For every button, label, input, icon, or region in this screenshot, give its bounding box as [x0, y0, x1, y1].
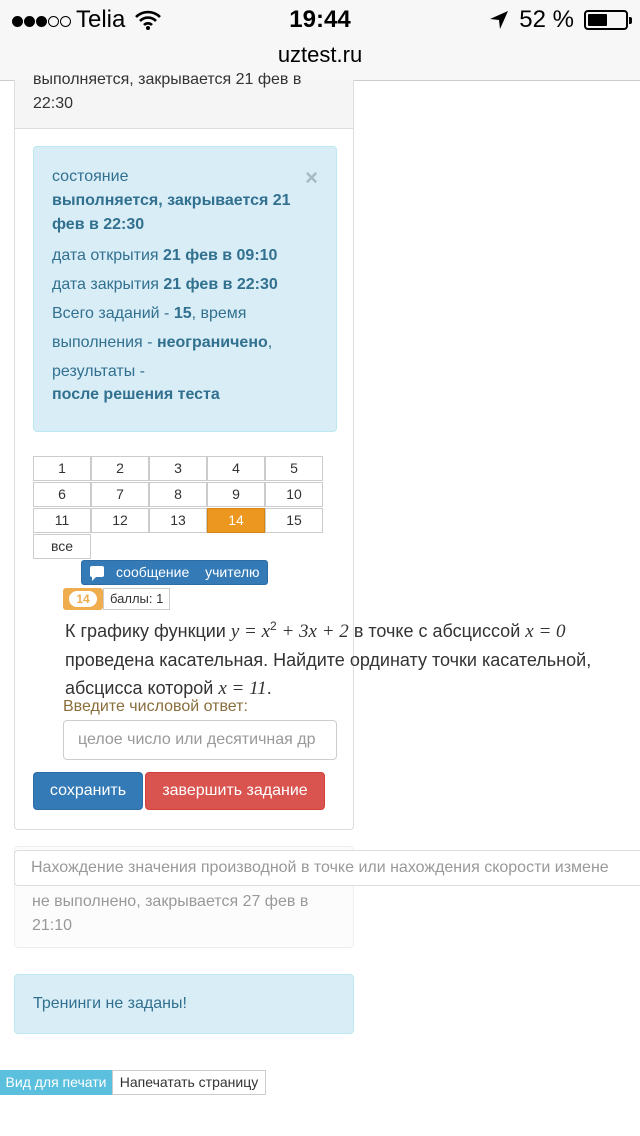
- task-number-8[interactable]: 8: [149, 482, 207, 507]
- task-number-9[interactable]: 9: [207, 482, 265, 507]
- task-number-badge: [63, 588, 103, 610]
- speech-bubble-icon: [90, 566, 104, 577]
- task-expr-4: x = 11: [218, 678, 267, 699]
- task-text-3: проведена касательная. Найдите ординату точки касательной, абсцисса которой: [65, 650, 592, 698]
- battery-percent: 52 %: [519, 6, 574, 33]
- task-number-10[interactable]: 10: [265, 482, 323, 507]
- time-label: , время выполнения -: [52, 305, 247, 351]
- message-teacher-label: сообщение учителю: [116, 564, 260, 580]
- close-date-row: [52, 270, 318, 299]
- answer-input[interactable]: целое число или десятичная др: [63, 720, 337, 760]
- task-number-5[interactable]: 5: [265, 456, 323, 481]
- clock: 19:44: [289, 6, 351, 33]
- next-test-status: не выполнено, закрывается 27 фев в 21:10: [32, 893, 309, 934]
- total-value: 15: [173, 305, 192, 322]
- task-expr-1: y = x: [230, 621, 271, 642]
- task-number-11[interactable]: 11: [33, 508, 91, 533]
- task-text-4: .: [266, 678, 272, 698]
- close-icon[interactable]: ×: [305, 165, 318, 190]
- open-date-row: [52, 241, 318, 270]
- close-date-value: 21 фев в 22:30: [163, 276, 278, 293]
- task-number-all[interactable]: все: [33, 534, 91, 559]
- print-view-button[interactable]: Вид для печати: [0, 1070, 112, 1095]
- task-number-6[interactable]: 6: [33, 482, 91, 507]
- carrier-name: Telia: [76, 6, 126, 33]
- task-number-13[interactable]: 13: [149, 508, 207, 533]
- results-label: , результаты -: [52, 334, 273, 380]
- save-button[interactable]: сохранить: [33, 772, 143, 810]
- task-number-7[interactable]: 7: [91, 482, 149, 507]
- task-statement: [65, 612, 640, 703]
- task-number-12[interactable]: 12: [91, 508, 149, 533]
- status-bar: [0, 0, 640, 40]
- message-teacher-button[interactable]: [81, 560, 268, 585]
- next-test-title[interactable]: Нахождение значения производной в точке или нахождения скорости измене: [14, 850, 640, 886]
- answer-label: Введите числовой ответ:: [63, 698, 248, 715]
- battery-icon: [584, 10, 628, 30]
- test-card: [14, 71, 592, 830]
- task-number-14[interactable]: 14: [207, 508, 265, 533]
- location-arrow-icon: [489, 10, 509, 30]
- task-number-4[interactable]: 4: [207, 456, 265, 481]
- print-page-button[interactable]: Напечатать страницу: [112, 1070, 266, 1095]
- url-text[interactable]: uztest.ru: [277, 42, 363, 67]
- finish-task-button[interactable]: завершить задание: [145, 772, 325, 810]
- status-right: [489, 6, 628, 34]
- task-expr-2: + 3x + 2: [276, 621, 349, 642]
- results-value: после решения теста: [52, 386, 220, 403]
- close-date-label: дата закрытия: [52, 276, 159, 293]
- task-text-1: К графику функции: [65, 621, 231, 641]
- test-status-text: выполняется, закрывается 21 фев в 22:30: [33, 71, 302, 112]
- task-number: 14: [69, 591, 97, 607]
- trainings-alert: Тренинги не заданы!: [14, 974, 354, 1034]
- task-number-3[interactable]: 3: [149, 456, 207, 481]
- state-value: выполняется, закрывается 21 фев в 22:30: [52, 192, 291, 233]
- points-label: баллы: 1: [103, 588, 170, 610]
- test-info-alert: [33, 146, 337, 432]
- total-label: Всего заданий -: [52, 305, 170, 322]
- test-card-header: [15, 71, 353, 129]
- task-number-2[interactable]: 2: [91, 456, 149, 481]
- task-expr-3: x = 0: [525, 621, 566, 642]
- open-date-label: дата открытия: [52, 247, 159, 264]
- task-text-2: в точке с абсциссой: [348, 621, 526, 641]
- task-number-15[interactable]: 15: [265, 508, 323, 533]
- open-date-value: 21 фев в 09:10: [163, 247, 278, 264]
- state-label: состояние: [52, 168, 129, 185]
- time-value: неограничено: [156, 334, 268, 351]
- task-exponent: 2: [270, 619, 277, 633]
- task-number-1[interactable]: 1: [33, 456, 91, 481]
